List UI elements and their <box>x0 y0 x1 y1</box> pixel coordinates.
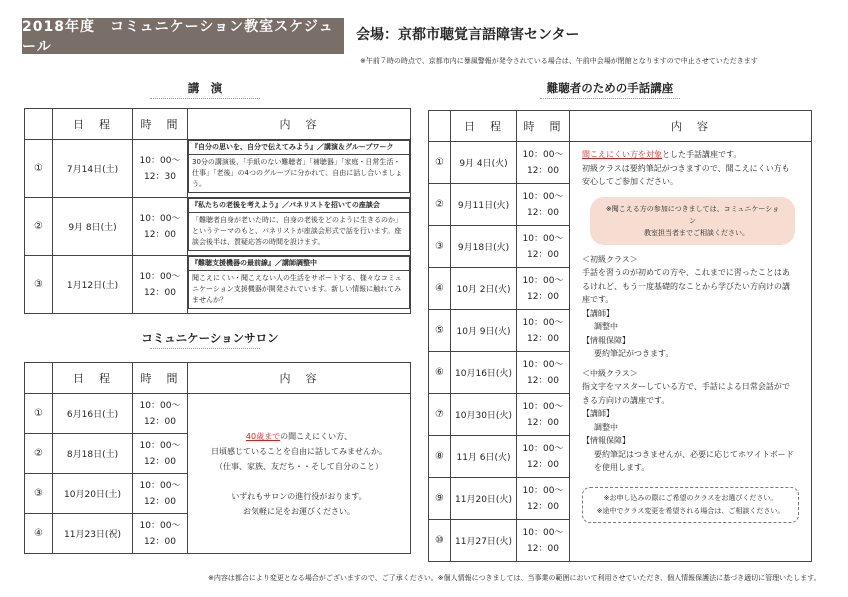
salon-content <box>188 394 411 554</box>
row-date: 9月 8日(土) <box>53 198 133 256</box>
time-end: 12：30 <box>144 171 176 182</box>
col-date: 日 程 <box>53 109 133 140</box>
footer-note: ※内容は都合により変更となる場合がございますので、ご了承ください。※個人情報につきましては、当事業の範囲において利用させていただき、個人情報保護法に基づき適切に管理いたします。 <box>208 574 821 582</box>
time-start: 10：00～ <box>139 213 181 224</box>
venue: 会場：京都市聴覚言語障害センター <box>356 27 580 43</box>
salon-text: 日頃感じていることを自由に話してみませんか。 <box>211 446 387 456</box>
col-content: 内 容 <box>570 111 812 142</box>
content-body: 30分の講演後、「手紙のない難聴者」「補聴器」「家庭・日常生活・仕事」「老後」の4つのグループに分かれて、自由に話し合いましょう。 <box>188 154 410 193</box>
row-number: ⑨ <box>429 478 451 520</box>
time-start: 10：00～ <box>139 520 181 531</box>
col-time: 時 間 <box>517 111 570 142</box>
row-date: 11月27日(火) <box>451 520 517 562</box>
time-start: 10：00～ <box>522 149 564 160</box>
salon-text: の聞こえにくい方、 <box>280 431 353 441</box>
sign-content <box>570 142 812 562</box>
salon-target-age: 40歳まで <box>245 431 281 441</box>
content-title: 『私たちの老後を考えよう』／パネリストを招いての座談会 <box>188 198 410 212</box>
row-date: 11月20日(火) <box>451 478 517 520</box>
row-number: ① <box>429 142 451 184</box>
col-no <box>429 111 451 142</box>
row-time <box>517 394 570 436</box>
row-date: 1月12日(土) <box>53 256 133 314</box>
row-time <box>517 268 570 310</box>
class-text: るけれど、もう一度基礎的なことから学びたい方向けの講 <box>582 281 790 291</box>
col-time: 時 間 <box>133 109 188 140</box>
table-row <box>25 256 411 314</box>
row-number: ⑩ <box>429 520 451 562</box>
time-end: 12：00 <box>144 229 176 240</box>
sign-target: 聞こえにくい方を対象 <box>582 150 662 159</box>
class-text: 座です。 <box>582 295 614 304</box>
time-end: 12：00 <box>527 417 559 428</box>
time-end: 12：00 <box>527 249 559 260</box>
salon-text: お気軽に足をお運びください。 <box>243 506 355 516</box>
row-time <box>133 198 188 256</box>
time-start: 10：00～ <box>139 155 181 166</box>
time-start: 10：00～ <box>139 480 181 491</box>
lecture-heading: 講 演 <box>187 81 223 95</box>
col-date: 日 程 <box>53 363 133 394</box>
time-end: 12：00 <box>144 287 176 298</box>
lecture-table <box>24 108 411 314</box>
divider <box>150 98 260 99</box>
time-end: 12：00 <box>527 501 559 512</box>
application-note <box>582 487 799 523</box>
value: を使用します。 <box>594 463 650 472</box>
note-text: ※お申し込みの際にご希望のクラスをお選びください。 <box>603 493 778 502</box>
content-body: 「難聴者自身が老いた時に、自身の老後をどのように生きるのか」というテーマのもと、パネリストが座談会形式で話を行います。座談会後半は、質疑応答の時間を設けます。 <box>188 212 410 251</box>
row-number: ④ <box>25 514 53 554</box>
row-number: ① <box>25 394 53 434</box>
row-date: 7月14日(土) <box>53 140 133 198</box>
row-time <box>517 478 570 520</box>
time-end: 12：00 <box>144 416 176 427</box>
row-time <box>133 434 188 474</box>
row-time <box>133 140 188 198</box>
note-text: ※途中でクラス変更を希望される場合は、ご相談ください。 <box>596 506 785 515</box>
sign-intro <box>582 148 805 189</box>
row-time <box>517 436 570 478</box>
time-end: 12：00 <box>144 536 176 547</box>
table-row <box>25 140 411 198</box>
row-date: 11月 6日(火) <box>451 436 517 478</box>
row-number: ③ <box>25 256 53 314</box>
value: 要約筆記はつきませんが、必要に応じてホワイトボード <box>594 449 794 459</box>
sign-heading: 難聴者のための手話講座 <box>546 81 674 95</box>
time-end: 12：00 <box>144 496 176 507</box>
salon-text: いずれもサロンの進行役がおります。 <box>231 491 367 501</box>
time-start: 10：00～ <box>522 401 564 412</box>
row-time <box>133 256 188 314</box>
row-date: 11月23日(祝) <box>53 514 133 554</box>
beginner-class <box>582 253 805 361</box>
row-time <box>517 226 570 268</box>
label: 【講師】 <box>582 308 614 318</box>
value: 調整中 <box>594 322 618 331</box>
divider <box>540 98 680 99</box>
row-number: ⑦ <box>429 394 451 436</box>
label: 【情報保障】 <box>582 335 630 345</box>
class-text: 指文字をマスターしている方で、手話による日常会話がで <box>582 382 790 391</box>
row-date: 10月 9日(火) <box>451 310 517 352</box>
col-no <box>25 363 53 394</box>
time-start: 10：00～ <box>522 485 564 496</box>
content-body: 聞こえにくい・聞こえない人の生活をサポートする、様々なコミュニケーション支援機器が開発されています。新しい情報に触れてみませんか？ <box>188 270 410 309</box>
row-date: 9月18日(火) <box>451 226 517 268</box>
time-end: 12：00 <box>527 375 559 386</box>
page-title: 2018年度 コミュニケーション教室スケジュール <box>22 18 344 54</box>
row-number: ④ <box>429 268 451 310</box>
time-start: 10：00～ <box>522 233 564 244</box>
time-end: 12：00 <box>527 207 559 218</box>
label: 【情報保障】 <box>582 436 630 445</box>
row-time <box>133 474 188 514</box>
row-date: 10月30日(火) <box>451 394 517 436</box>
row-content <box>188 256 411 314</box>
row-number: ② <box>429 184 451 226</box>
time-start: 10：00～ <box>522 275 564 286</box>
col-date: 日 程 <box>451 111 517 142</box>
col-time: 時 間 <box>133 363 188 394</box>
time-start: 10：00～ <box>522 317 564 328</box>
storm-notice: ※午前７時の時点で、京都市内に暴風警報が発令されている場合は、午前中会場が閉館となりますので中止させていただきます <box>360 57 758 65</box>
row-time <box>133 514 188 554</box>
row-number: ⑧ <box>429 436 451 478</box>
sign-text: とした手話講座です。 <box>662 150 742 159</box>
value: 調整中 <box>594 422 618 432</box>
row-number: ② <box>25 198 53 256</box>
time-end: 12：00 <box>527 543 559 554</box>
hearing-participants-note <box>590 197 795 245</box>
row-time <box>517 310 570 352</box>
time-start: 10：00～ <box>139 271 181 282</box>
col-content: 内 容 <box>188 109 411 140</box>
time-end: 12：00 <box>527 165 559 176</box>
sign-table <box>428 110 812 562</box>
row-date: 9月 4日(火) <box>451 142 517 184</box>
time-end: 12：00 <box>527 333 559 344</box>
row-time <box>133 394 188 434</box>
time-start: 10：00～ <box>522 191 564 202</box>
row-content <box>188 140 411 198</box>
class-text: 手話を習うのが初めての方や、これまでに習ったことはあ <box>582 268 790 277</box>
content-title: 『自分の思いを、自分で伝えてみよう』／講演＆グループワーク <box>188 140 410 154</box>
row-number: ① <box>25 140 53 198</box>
row-content <box>188 198 411 256</box>
row-time <box>517 142 570 184</box>
time-end: 12：00 <box>527 459 559 470</box>
sign-text: 安心してご参加ください。 <box>582 177 678 186</box>
row-number: ③ <box>25 474 53 514</box>
time-start: 10：00～ <box>522 359 564 370</box>
note-text: 教室担当者までご相談ください。 <box>644 228 749 237</box>
row-time <box>517 520 570 562</box>
time-end: 12：00 <box>527 291 559 302</box>
row-number: ② <box>25 434 53 474</box>
row-time <box>517 184 570 226</box>
row-number: ⑥ <box>429 352 451 394</box>
row-date: 10月 2日(火) <box>451 268 517 310</box>
salon-heading: コミュニケーションサロン <box>141 331 279 345</box>
table-row <box>25 394 411 434</box>
row-date: 6月16日(土) <box>53 394 133 434</box>
intermediate-class <box>582 367 805 475</box>
divider <box>150 348 260 349</box>
col-content: 内 容 <box>188 363 411 394</box>
row-date: 9月11日(火) <box>451 184 517 226</box>
time-start: 10：00～ <box>522 443 564 454</box>
salon-text: （仕事、家族、友だち・・そして自分のこと） <box>215 461 383 471</box>
row-time <box>517 352 570 394</box>
row-date: 10月20日(土) <box>53 474 133 514</box>
col-no <box>25 109 53 140</box>
time-start: 10：00～ <box>139 400 181 411</box>
row-date: 8月18日(土) <box>53 434 133 474</box>
row-number: ⑤ <box>429 310 451 352</box>
class-title: ＜初級クラス＞ <box>582 254 638 264</box>
value: 要約筆記がつきます。 <box>594 349 674 358</box>
time-start: 10：00～ <box>522 527 564 538</box>
label: 【講師】 <box>582 409 614 418</box>
table-row <box>25 198 411 256</box>
class-title: ＜中級クラス＞ <box>582 368 638 378</box>
class-text: きる方向けの講座です。 <box>582 395 670 405</box>
row-number: ③ <box>429 226 451 268</box>
content-title: 『難聴支援機器の最前線』／講師調整中 <box>188 256 410 270</box>
table-row <box>429 142 812 184</box>
time-start: 10：00～ <box>139 440 181 451</box>
time-end: 12：00 <box>144 456 176 467</box>
sign-text: 初級クラスは要約筆記がつきますので、聞こえにくい方も <box>582 163 790 173</box>
note-text: ※聞こえる方の参加につきましては、コミュニケーション <box>605 204 780 225</box>
salon-table <box>24 362 411 554</box>
row-date: 10月16日(火) <box>451 352 517 394</box>
